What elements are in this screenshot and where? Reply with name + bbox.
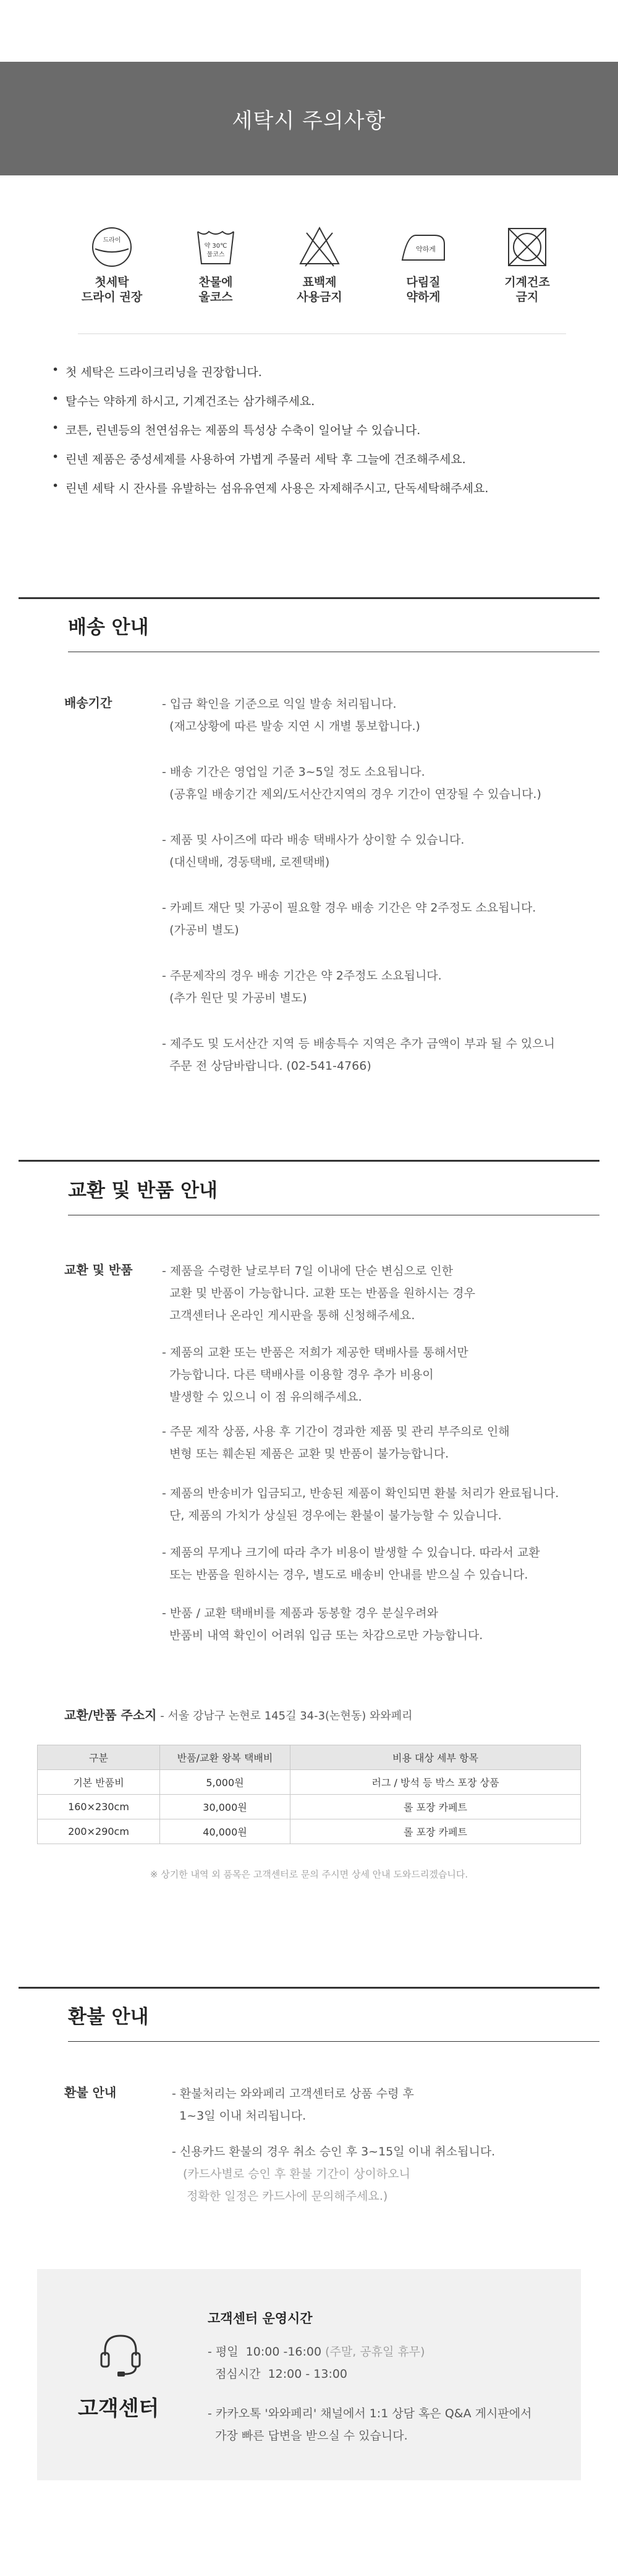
customer-center-heading: 고객센터 운영시간 <box>208 2311 313 2326</box>
care-label-no-tumble-dry: 기계건조 금지 <box>504 275 550 304</box>
table-cell: 기본 반품비 <box>38 1770 160 1795</box>
table-cell: 러그 / 방석 등 박스 포장 상품 <box>290 1770 581 1795</box>
shipping-para-5: - 주문제작의 경우 배송 기간은 약 2주정도 소요됩니다. (추가 원단 및 가공비 별도) <box>162 969 442 1005</box>
table-row <box>38 1795 581 1819</box>
table-cell: 30,000원 <box>160 1795 290 1819</box>
list-item: • 린넨 제품은 중성세제를 사용하여 가볍게 주물러 세탁 후 그늘에 건조해주세요. <box>48 450 580 479</box>
refund-title-rule <box>68 2041 599 2042</box>
list-item: • 코튼, 린넨등의 천연섬유는 제품의 특성상 수축이 일어날 수 있습니다. <box>48 421 580 450</box>
fee-table-note: ※ 상기한 내역 외 품목은 고객센터로 문의 주시면 상세 안내 도와드리겠습니다. <box>150 1869 468 1880</box>
exchange-section-bar <box>19 1160 599 1162</box>
table-cell: 5,000원 <box>160 1770 290 1795</box>
table-header: 반품/교환 왕복 택배비 <box>160 1745 290 1770</box>
care-item-no-tumble-dry <box>493 225 561 304</box>
refund-para-2: - 신용카드 환불의 경우 취소 승인 후 3~15일 이내 취소됩니다. (카드사별로 승인 후 환불 기간이 상이하오니 정확한 일정은 카드사에 문의해주세요.) <box>172 2145 496 2203</box>
return-address-value: - 서울 강남구 논현로 145길 34-3(논현동) 와와페리 <box>156 1710 413 1722</box>
hand-wash-icon <box>194 225 237 269</box>
table-cell: 롤 포장 카페트 <box>290 1819 581 1844</box>
table-cell: 200×290cm <box>38 1819 160 1844</box>
low-iron-icon <box>399 225 448 269</box>
table-header: 비용 대상 세부 항목 <box>290 1745 581 1770</box>
customer-center-hours: - 평일 10:00 -16:00 (주말, 공휴일 휴무) 점심시간 12:00 - 13:00 <box>208 2345 425 2381</box>
care-item-low-iron <box>389 225 457 304</box>
shipping-section-bar <box>19 597 599 599</box>
exchange-title: 교환 및 반품 안내 <box>68 1180 218 1202</box>
table-row <box>38 1819 581 1844</box>
customer-center-label: 고객센터 <box>78 2396 159 2421</box>
table-header: 구분 <box>38 1745 160 1770</box>
list-item: • 린넨 세탁 시 잔사를 유발하는 섬유유연제 사용은 자제해주시고, 단독세탁해주세요. <box>48 479 580 508</box>
care-notes-list <box>48 363 580 508</box>
care-banner <box>0 62 618 175</box>
headset-icon <box>99 2331 142 2379</box>
banner-title: 세탁시 주의사항 <box>232 108 386 133</box>
refund-label: 환불 안내 <box>64 2085 117 2100</box>
care-item-hand-wash <box>182 225 250 304</box>
shipping-para-6: - 제주도 및 도서산간 지역 등 배송특수 지역은 추가 금액이 부과 될 수 있으니 주문 전 상담바랍니다. (02-541-4766) <box>162 1037 555 1073</box>
table-cell: 160×230cm <box>38 1795 160 1819</box>
return-fee-table <box>37 1745 581 1844</box>
table-header-row <box>38 1745 581 1770</box>
dry-clean-icon <box>90 225 133 269</box>
exchange-para-6: - 반품 / 교환 택배비를 제품과 동봉할 경우 분실우려와 반품비 내역 확인이 어려워 입금 또는 차감으로만 가능합니다. <box>162 1606 483 1642</box>
low-iron-icon-text: 약하게 <box>416 245 436 253</box>
exchange-para-1: - 제품을 수령한 날로부터 7일 이내에 단순 변심으로 인한 교환 및 반품이 가능합니다. 교환 또는 반품을 원하시는 경우 고객센터나 온라인 게시판을 통해 신청해주세요. <box>162 1264 475 1322</box>
care-label-low-iron: 다림질 약하게 <box>406 275 441 304</box>
shipping-label: 배송기간 <box>64 695 112 710</box>
customer-center-kakao: - 카카오톡 '와와페리' 채널에서 1:1 상담 혹은 Q&A 게시판에서 가장 빠른 답변을 받으실 수 있습니다. <box>208 2407 532 2443</box>
exchange-para-4: - 제품의 반송비가 입금되고, 반송된 제품이 확인되면 환불 처리가 완료됩니다. 단, 제품의 가치가 상실된 경우에는 환불이 불가능할 수 있습니다. <box>162 1487 559 1522</box>
table-cell: 롤 포장 카페트 <box>290 1795 581 1819</box>
exchange-para-2: - 제품의 교환 또는 반품은 저희가 제공한 택배사를 통해서만 가능합니다. 다른 택배사를 이용할 경우 추가 비용이 발생할 수 있으니 이 점 유의해주세요. <box>162 1346 468 1404</box>
care-item-dry-clean <box>78 225 146 304</box>
refund-section-bar <box>19 1987 599 1989</box>
no-tumble-dry-icon <box>506 225 549 269</box>
refund-para-1: - 환불처리는 와와페리 고객센터로 상품 수령 후 1~3일 이내 처리됩니다. <box>172 2087 414 2123</box>
list-item: • 첫 세탁은 드라이크리닝을 권장합니다. <box>48 363 580 392</box>
exchange-para-5: - 제품의 무게나 크기에 따라 추가 비용이 발생할 수 있습니다. 따라서 교환 또는 반품을 원하시는 경우, 별도로 배송비 안내를 받으실 수 있습니다. <box>162 1546 540 1582</box>
no-bleach-icon <box>298 225 341 269</box>
care-icon-row <box>78 225 560 318</box>
table-cell: 40,000원 <box>160 1819 290 1844</box>
hand-wash-icon-text-1: 약 30℃ <box>204 243 227 250</box>
refund-title: 환불 안내 <box>68 2006 149 2028</box>
care-label-dry-clean: 첫세탁 드라이 권장 <box>81 275 143 304</box>
shipping-para-3: - 제품 및 사이즈에 따라 배송 택배사가 상이할 수 있습니다. (대신택배, 경동택배, 로젠택배) <box>162 833 465 869</box>
exchange-label: 교환 및 반품 <box>64 1262 133 1277</box>
shipping-title: 배송 안내 <box>68 616 149 639</box>
table-row <box>38 1770 581 1795</box>
return-address-label: 교환/반품 주소지 <box>64 1708 157 1722</box>
care-label-hand-wash: 찬물에 울코스 <box>198 275 233 304</box>
hand-wash-icon-text-2: 물코스 <box>206 251 225 258</box>
list-item: • 탈수는 약하게 하시고, 기계건조는 삼가해주세요. <box>48 392 580 421</box>
shipping-para-4: - 카페트 재단 및 가공이 필요할 경우 배송 기간은 약 2주정도 소요됩니다. (가공비 별도) <box>162 901 536 937</box>
dry-clean-icon-text: 드라이 <box>103 237 121 244</box>
care-label-no-bleach: 표백제 사용금지 <box>297 275 342 304</box>
exchange-para-3: - 주문 제작 상품, 사용 후 기간이 경과한 제품 및 관리 부주의로 인해 변형 또는 훼손된 제품은 교환 및 반품이 불가능합니다. <box>162 1425 510 1461</box>
return-address <box>64 1705 413 1723</box>
shipping-para-2: - 배송 기간은 영업일 기준 3~5일 정도 소요됩니다. (공휴일 배송기간 제외/도서산간지역의 경우 기간이 연장될 수 있습니다.) <box>162 765 541 801</box>
shipping-para-1: - 입금 확인을 기준으로 익일 발송 처리됩니다. (재고상황에 따른 발송 지연 시 개별 통보합니다.) <box>162 697 420 733</box>
care-item-no-bleach <box>286 225 353 304</box>
